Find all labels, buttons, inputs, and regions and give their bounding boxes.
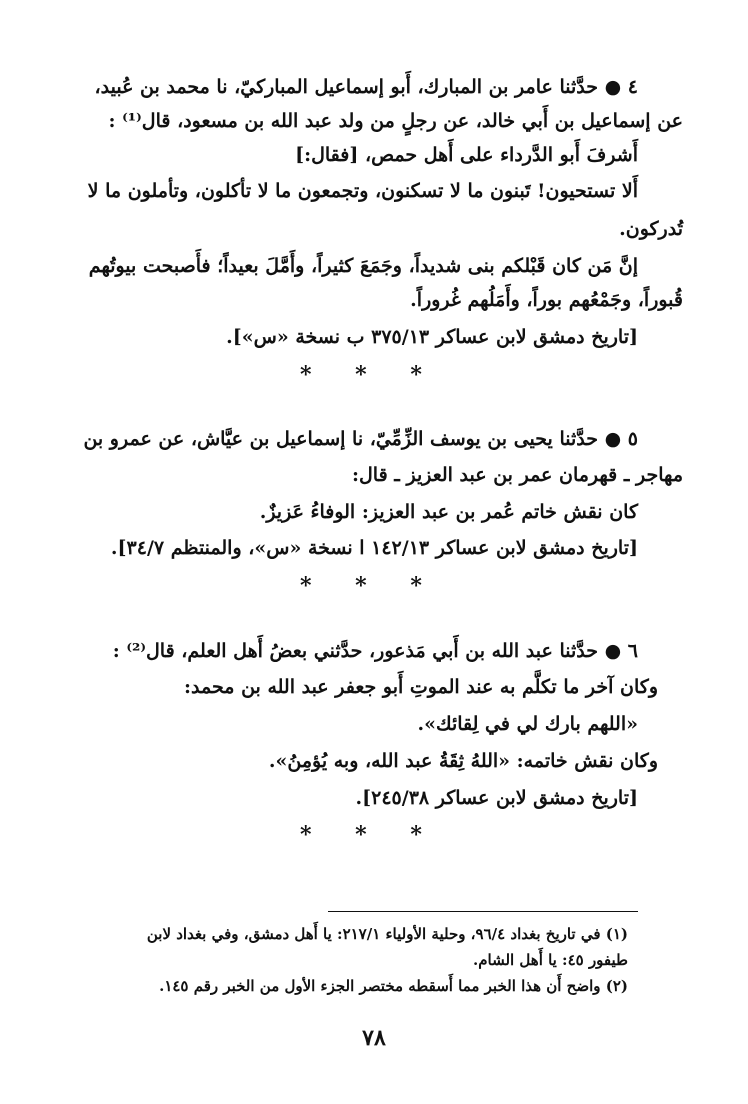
entry-5-line-1: ٥ ● حدَّثنا يحيى بن يوسف الزِّمِّيّ، نا إسماعيل بن عيَّاش، عن عمرو بن [83, 428, 638, 450]
entry-4-line-4: أَلا تستحيون! تَبنون ما لا تسكنون، وتجمعون ما لا تأكلون، وتأملون ما لا [87, 180, 638, 202]
entry-4-line-2: عن إسماعيل بن أَبي خالد، عن رجلٍ من ولد عبد الله بن مسعود، قال⁽¹⁾ : [108, 110, 683, 132]
entry-6-line-1: ٦ ● حدَّثنا عبد الله بن أَبي مَذعور، حدَّثني بعضُ أَهل العلم، قال⁽²⁾ : [112, 640, 638, 662]
footnote-1-line-2: طيفور ٤٥: يا أَهل الشام. [473, 951, 628, 969]
entry-4-line-7: قُبوراً، وجَمْعُهم بوراً، وأَمَلُهم غُروراً. [410, 289, 683, 311]
entry-4-line-1: ٤ ● حدَّثنا عامر بن المبارك، أَبو إسماعيل المباركيّ، نا محمد بن عُبيد، [94, 76, 638, 98]
entry-6-line-3: «اللهم بارك لي في لِقائك». [417, 713, 638, 735]
entry-4-citation: [تاريخ دمشق لابن عساكر ٣٧٥/١٣ ب نسخة «س»]. [226, 326, 638, 348]
entry-5-line-2: مهاجر ـ قهرمان عمر بن عبد العزيز ـ قال: [351, 464, 683, 486]
entry-6-line-4: وكان نقش خاتمه: «اللهُ ثِقَةُ عبد الله، وبه يُؤمِنُ». [268, 750, 658, 772]
page-number: ٧٨ [362, 1025, 386, 1051]
entry-4-line-5: تُدركون. [619, 218, 683, 240]
separator-3: * * * [300, 822, 440, 848]
entry-5-citation: [تاريخ دمشق لابن عساكر ١٤٢/١٣ ا نسخة «س»، والمنتظم ٣٤/٧]. [110, 537, 638, 559]
footnote-1-line-1: (١) في تاريخ بغداد ٩٦/٤، وحلية الأولياء ٢١٧/١: يا أَهل دمشق، وفي بغداد لابن [146, 925, 628, 943]
footnote-divider [328, 911, 638, 912]
footnote-2: (٢) واضح أَن هذا الخبر مما أَسقطه مختصر الجزء الأول من الخبر رقم ١٤٥. [159, 977, 628, 995]
entry-6-line-2: وكان آخر ما تكلَّم به عند الموتِ أَبو جعفر عبد الله بن محمد: [184, 676, 658, 698]
separator-1: * * * [300, 362, 440, 388]
entry-6-citation: [تاريخ دمشق لابن عساكر ٢٤٥/٣٨]. [355, 787, 638, 809]
separator-2: * * * [300, 573, 440, 599]
entry-5-line-3: كان نقش خاتم عُمر بن عبد العزيز: الوفاءُ عَزيزٌ. [259, 501, 638, 523]
entry-4-line-3: أَشرفَ أَبو الدَّرداء على أَهل حمص، [فقال:] [295, 144, 638, 166]
entry-4-line-6: إنَّ مَن كان قَبْلكم بنى شديداً، وجَمَعَ كثيراً، وأَمَّلَ بعيداً؛ فأَصبحت بيوتُهم [88, 255, 638, 277]
